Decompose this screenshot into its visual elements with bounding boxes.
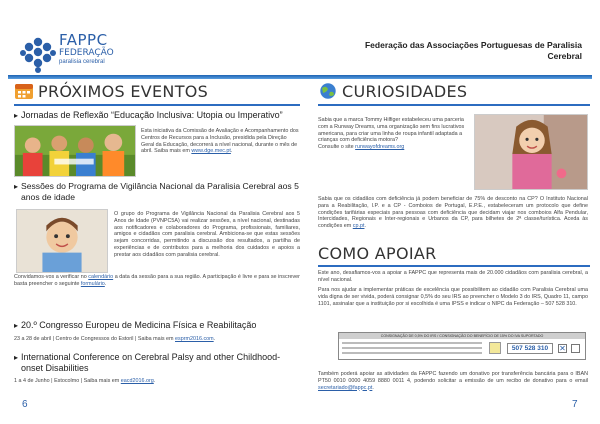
page-number-right: 7 bbox=[572, 399, 578, 410]
girl-photo bbox=[474, 114, 588, 190]
curiosity-item: Sabia que os cidadãos com deficiência já podem beneficiar de 75% de desconto na CP? O Instituto Nacional para a Reabilitação, I.P. e a CP - Comboios de Portugal, E.P.E., estabeleceram um protocolo que define condições tarifárias especiais para pessoas com deficiência que decidam viajar nos comboios Alfa Pendular, Intercidades, Regionais e Inter-regionais e Urbanos da CP, para bilhetes de 2ª classe/turística. Aceda às condições em cp.pt. bbox=[318, 196, 588, 230]
logo-tagline: paralisia cerebral bbox=[59, 59, 105, 65]
section-header-curiosidades bbox=[318, 80, 590, 102]
section-underline bbox=[318, 265, 590, 267]
curiosity-item: Sabia que a marca Tommy Hilfiger estabeleceu uma parceria com a Runway Dreams, uma organização sem fins lucrativos americana, para criar uma linha de roupa infantil adaptada a crianças com deficiência motora? Consulte o site runwayofdreams.org bbox=[318, 117, 465, 151]
section-underline bbox=[14, 104, 300, 106]
students-photo bbox=[14, 125, 136, 177]
event-title: ▸ Jornadas de Reflexão “Educação Inclusiva: Utopia ou Imperativo” bbox=[14, 110, 300, 121]
checkbox-icon: ✕ bbox=[559, 344, 566, 353]
apoiar-irs: Para nos ajudar a implementar práticas de excelência que possibilitem ao cidadão com Paralisia Cerebral uma vida digna de ser vivida, poderá consignar 0,5% do seu IRS ao preencher o Modelo 3 do IRS, Quadro 11, campo 1101, assinalar que a instituição por si escolhida é uma IPSS e indicar o NIPC da Federação – 507 528 310. bbox=[318, 287, 588, 307]
page-header bbox=[0, 0, 600, 86]
event-title: ▸ International Conference on Cerebral Palsy and other Childhood-onset Disabilities bbox=[14, 352, 300, 374]
logo-title: FAPPC bbox=[59, 31, 108, 49]
irs-form-header: CONSIGNAÇÃO DE 0,5% DO IRS / CONSIGNAÇÃO DO BENEFÍCIO DE 15% DO IVA SUPORTADO bbox=[339, 333, 585, 339]
irs-form-image bbox=[338, 332, 586, 360]
event-description: 1 a 4 de Junho | Estocolmo | Saiba mais em eacd2016.org. bbox=[14, 378, 156, 384]
irs-form-lines bbox=[342, 342, 482, 358]
event-link[interactable]: eacd2016.org bbox=[120, 378, 154, 384]
event-description: Esta iniciativa da Comissão de Avaliação e Acompanhamento dos Centros de Recursos para a Inclusão, presidida pela Direção Geral da Educação, decorrerá a nível nacional, durante o mês de abril. Saiba mais em www.dge.mec.pt. bbox=[141, 128, 299, 155]
irs-nipc-value: 507 528 310 bbox=[507, 343, 553, 354]
event-title: ▸ Sessões do Programa de Vigilância Nacional da Paralisia Cerebral aos 5 anos de idade bbox=[14, 181, 300, 203]
federation-name: Federação das Associações Portuguesas de Paralisia Cerebral bbox=[364, 40, 582, 61]
left-page bbox=[14, 80, 300, 384]
event-item bbox=[14, 352, 300, 385]
header-rule bbox=[8, 75, 592, 79]
page-number-left: 6 bbox=[22, 399, 28, 410]
child-photo bbox=[16, 209, 108, 273]
event-link[interactable]: esprm2016.com bbox=[175, 336, 214, 342]
event-description: O grupo do Programa de Vigilância Nacional da Paralisia Cerebral aos 5 Anos de Idade (PVNPC5A) vai realizar sessões, a nível nacional, destinadas aos notificadores e colaboradores do Programa, profissionais, familiares, amigos e cidadãos com paralisia cerebral. Ambiciona-se que estas sessões sejam concorridas, permitindo a discussão dos resultados, a partilha de experiências e de contributos para a melhoria dos cuidados e apoios a prestar aos cidadãos com paralisia cerebral. bbox=[114, 211, 300, 258]
event-item bbox=[14, 181, 300, 287]
checkbox-empty-icon bbox=[571, 344, 580, 353]
event-item bbox=[14, 320, 300, 343]
section-title-eventos: PRÓXIMOS EVENTOS bbox=[38, 81, 209, 101]
event-description: 23 a 28 de abril | Centro de Congressos do Estoril | Saiba mais em esprm2016.com. bbox=[14, 336, 216, 342]
event-link[interactable]: www.dge.mec.pt bbox=[191, 148, 231, 155]
form-link[interactable]: formulário bbox=[80, 280, 105, 287]
fappc-logo-icon bbox=[18, 34, 58, 74]
event-registration: Convidamos-vos a verificar no calendário a data da sessão para a sua região. A participação é livre e para se inscrever basta preencher o seguinte formulário. bbox=[14, 274, 300, 287]
globe-icon bbox=[318, 82, 338, 100]
right-page bbox=[318, 80, 590, 391]
section-title-curiosidades: CURIOSIDADES bbox=[342, 81, 468, 101]
section-header-eventos bbox=[14, 80, 300, 102]
calendar-link[interactable]: calendário bbox=[88, 274, 114, 280]
section-header-apoiar bbox=[318, 244, 590, 267]
irs-form-field bbox=[489, 342, 501, 354]
apoiar-donation: Também poderá apoiar as atividades da FAPPC fazendo um donativo por transferência bancária para o IBAN PT50 0010 0000 4059 8880 0011 4, podendo solicitar a emissão de um recibo de donativo para o email secretariado@fappc.pt. bbox=[318, 371, 588, 391]
section-underline bbox=[318, 104, 590, 106]
logo-text bbox=[59, 33, 114, 65]
event-item bbox=[14, 110, 300, 155]
email-link[interactable]: secretariado@fappc.pt bbox=[318, 384, 373, 391]
calendar-icon bbox=[14, 82, 34, 100]
apoiar-intro: Este ano, desafiamos-vos a apoiar a FAPPC que representa mais de 20.000 cidadãos com paralisia cerebral, a nível nacional. bbox=[318, 270, 588, 283]
event-title: ▸ 20.º Congresso Europeu de Medicina Física e Reabilitação bbox=[14, 320, 300, 331]
runway-link[interactable]: runwayofdreams.org bbox=[355, 144, 405, 151]
logo-subtitle: FEDERAÇÃO bbox=[59, 48, 114, 58]
section-title-apoiar: COMO APOIAR bbox=[318, 244, 437, 263]
cp-link[interactable]: cp.pt bbox=[352, 223, 365, 230]
